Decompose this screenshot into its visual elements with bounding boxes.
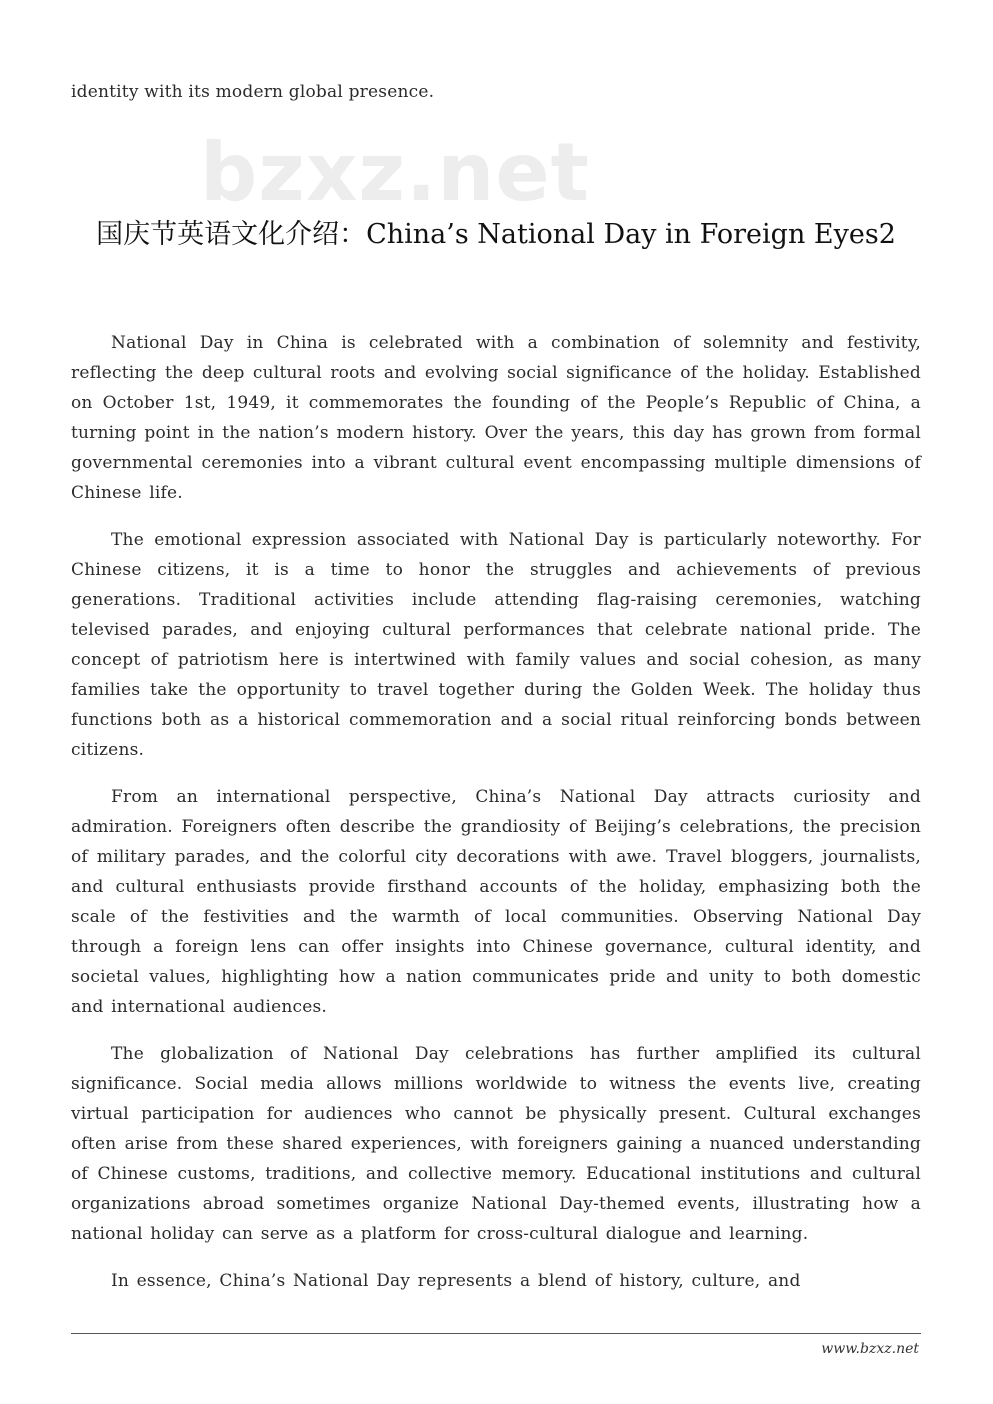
- paragraph-3: From an international perspective, China’s National Day attracts curiosity and admiration. Foreigners often describe the grandiosity of Beijing’s celebrations, the precision of military parades, and the colorful city decorations with awe. Travel bloggers, journalists, and cultural enthusiasts provide firsthand accounts of the holiday, emphasizing both the scale of the festivities and the warmth of local communities. Observing National Day through a foreign lens can offer insights into Chinese governance, cultural identity, and societal values, highlighting how a nation communicates pride and unity to both domestic and international audiences.: [71, 787, 921, 1017]
- continued-text-line: identity with its modern global presence.: [71, 82, 435, 102]
- watermark: bzxz.net: [200, 126, 590, 219]
- paragraph-1: National Day in China is celebrated with a combination of solemnity and festivity, reflecting the deep cultural roots and evolving social significance of the holiday. Established on October 1st, 1949, it commemorates the founding of the People’s Republic of China, a turning point in the nation’s modern history. Over the years, this day has grown from formal governmental ceremonies into a vibrant cultural event encompassing multiple dimensions of Chinese life.: [71, 333, 921, 503]
- paragraph-2: The emotional expression associated with National Day is particularly noteworthy. For Chinese citizens, it is a time to honor the struggles and achievements of previous generations. Traditional activities include attending flag-raising ceremonies, watching televised parades, and enjoying cultural performances that celebrate national pride. The concept of patriotism here is intertwined with family values and social cohesion, as many families take the opportunity to travel together during the Golden Week. The holiday thus functions both as a historical commemoration and a social ritual reinforcing bonds between citizens.: [71, 530, 921, 760]
- paragraph-5: In essence, China’s National Day represents a blend of history, culture, and: [111, 1271, 801, 1291]
- footer-url: www.bzxz.net: [821, 1341, 919, 1357]
- article-body: [71, 328, 921, 1313]
- footer-divider: [71, 1333, 921, 1334]
- paragraph-4: The globalization of National Day celebrations has further amplified its cultural significance. Social media allows millions worldwide to witness the events live, creating virtual participation for audiences who cannot be physically present. Cultural exchanges often arise from these shared experiences, with foreigners gaining a nuanced understanding of Chinese customs, traditions, and collective memory. Educational institutions and cultural organizations abroad sometimes organize National Day-themed events, illustrating how a national holiday can serve as a platform for cross-cultural dialogue and learning.: [71, 1044, 921, 1244]
- page-title: 国庆节英语文化介绍：China’s National Day in Foreign Eyes2: [96, 219, 896, 250]
